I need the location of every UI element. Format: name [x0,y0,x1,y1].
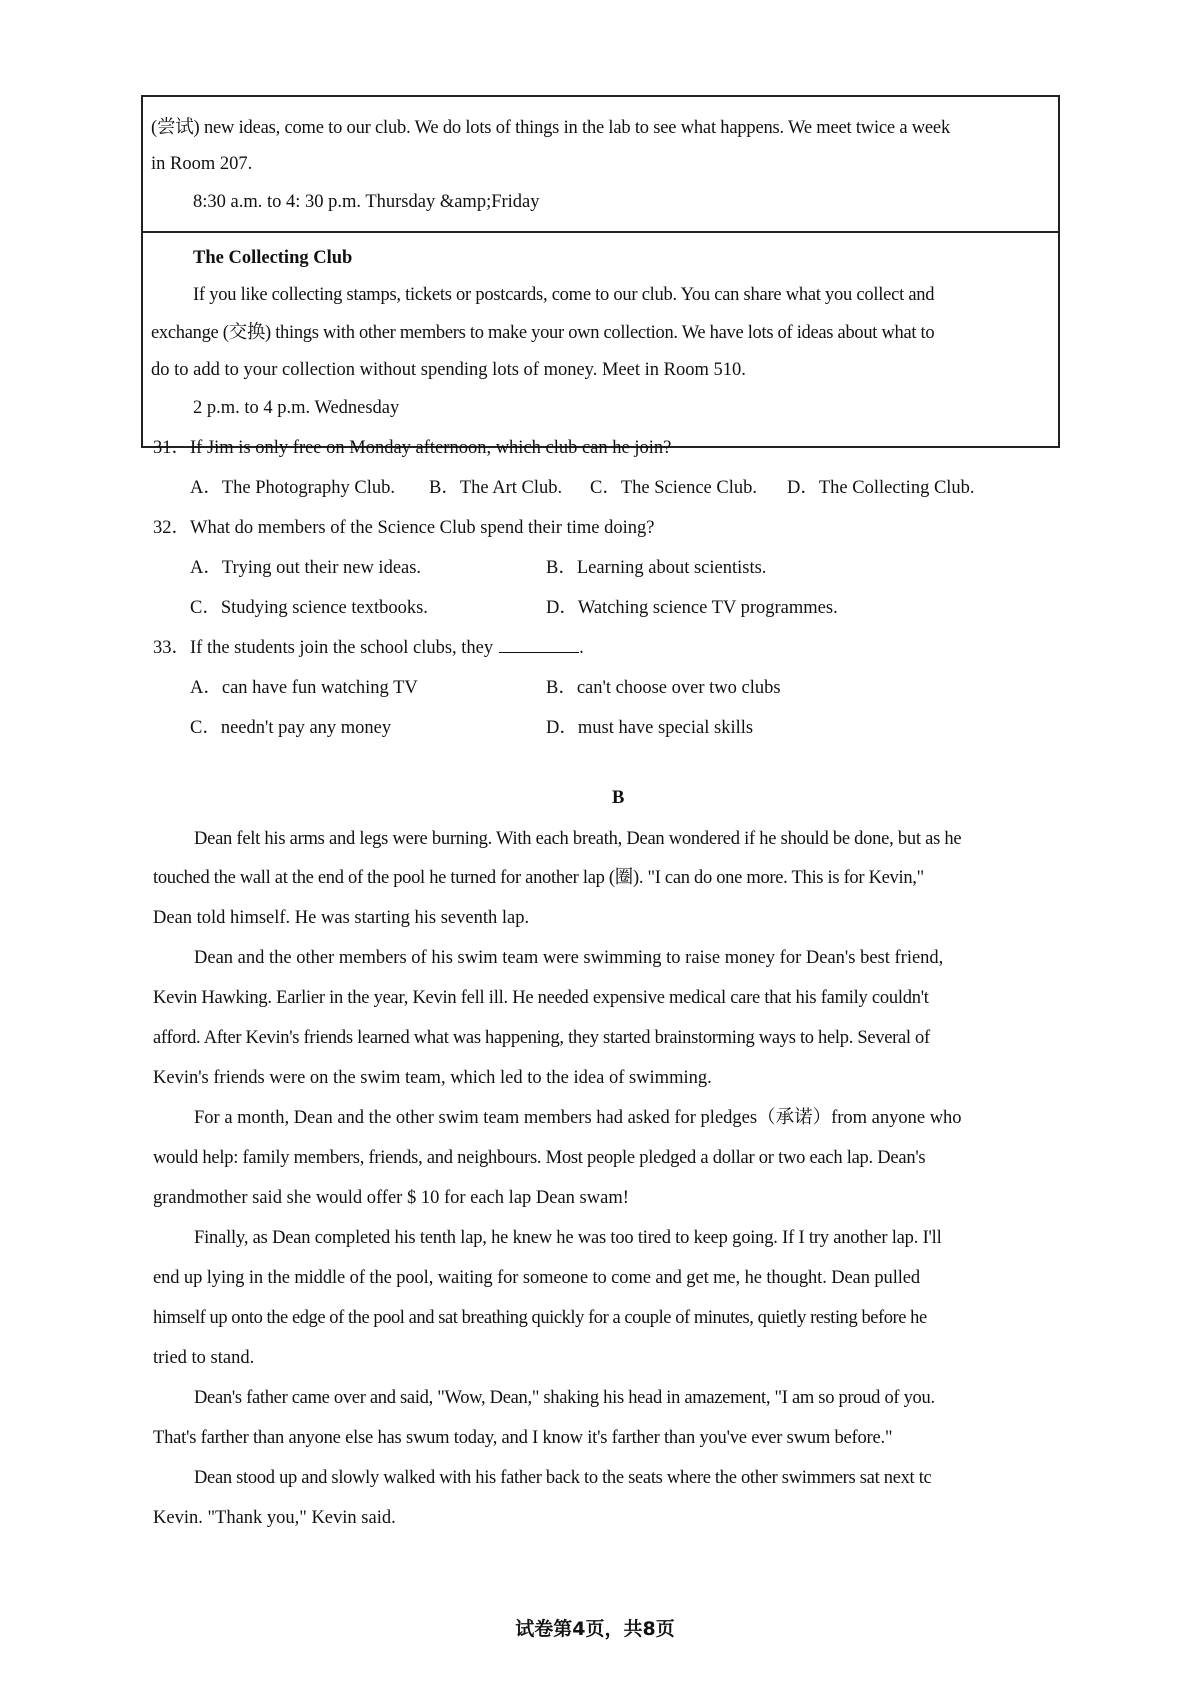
question-31-stem: 31．If Jim is only free on Monday afternoon, which club can he join? [153,438,672,458]
question-32-option-c[interactable]: C．Studying science textbooks. [190,598,428,618]
passage-line: end up lying in the middle of the pool, waiting for someone to come and get me, he thought. Dean pulled [153,1268,921,1288]
science-club-text-line-1: (尝试) new ideas, come to our club. We do lots of things in the lab to see what happens. We meet twice a week [151,118,950,138]
question-31-option-b[interactable]: B．The Art Club. [429,478,563,498]
passage-line: Finally, as Dean completed his tenth lap, he knew he was too tired to keep going. If I try another lap. I'll [194,1228,942,1248]
question-32-option-a[interactable]: A．Trying out their new ideas. [190,558,422,578]
passage-line: Kevin Hawking. Earlier in the year, Kevin fell ill. He needed expensive medical care that his family couldn't [153,988,929,1008]
science-club-text-line-2: in Room 207. [151,154,253,174]
question-32-stem: 32．What do members of the Science Club spend their time doing? [153,518,655,538]
question-31-option-c[interactable]: C．The Science Club. [590,478,757,498]
passage-line: grandmother said she would offer $ 10 for each lap Dean swam! [153,1188,629,1208]
passage-line: Dean's father came over and said, "Wow, Dean," shaking his head in amazement, "I am so proud of you. [194,1388,935,1408]
science-club-time: 8:30 a.m. to 4: 30 p.m. Thursday &amp;Friday [193,192,540,212]
passage-line: That's farther than anyone else has swum today, and I know it's farther than you've ever swum before." [153,1428,893,1448]
page-footer: 试卷第4页，共8页 [515,1618,675,1640]
passage-line: afford. After Kevin's friends learned what was happening, they started brainstorming ways to help. Several of [153,1028,930,1048]
passage-line: Dean stood up and slowly walked with his father back to the seats where the other swimmers sat next tc [194,1468,932,1488]
section-b-heading: B [612,788,625,808]
passage-line: touched the wall at the end of the pool he turned for another lap (圈). "I can do one more. This is for Kevin," [153,868,924,888]
passage-line: Kevin's friends were on the swim team, which led to the idea of swimming. [153,1068,712,1088]
passage-line: would help: family members, friends, and neighbours. Most people pledged a dollar or two each lap. Dean's [153,1148,926,1168]
collecting-club-text-line-1: If you like collecting stamps, tickets or postcards, come to our club. You can share what you collect and [193,285,935,305]
passage-line: Dean and the other members of his swim team were swimming to raise money for Dean's best friend, [194,948,944,968]
passage-line: Kevin. "Thank you," Kevin said. [153,1508,396,1528]
question-31-option-a[interactable]: A．The Photography Club. [190,478,396,498]
question-33-option-b[interactable]: B．can't choose over two clubs [546,678,781,698]
question-31-option-d[interactable]: D．The Collecting Club. [787,478,975,498]
question-33-option-d[interactable]: D．must have special skills [546,718,754,738]
question-33-stem-text: 33．If the students join the school clubs, they [153,638,494,658]
passage-line: For a month, Dean and the other swim team members had asked for pledges（承诺）from anyone who [194,1108,962,1128]
answer-blank[interactable] [499,636,579,653]
question-33-option-c[interactable]: C．needn't pay any money [190,718,392,738]
passage-line: Dean told himself. He was starting his seventh lap. [153,908,530,928]
question-32-option-b[interactable]: B．Learning about scientists. [546,558,767,578]
question-33-stem [153,636,584,660]
question-33-option-a[interactable]: A．can have fun watching TV [190,678,418,698]
collecting-club-title: The Collecting Club [193,248,353,268]
passage-line: Dean felt his arms and legs were burning. With each breath, Dean wondered if he should be done, but as he [194,829,962,849]
collecting-club-text-line-3: do to add to your collection without spending lots of money. Meet in Room 510. [151,360,746,380]
collecting-club-text-line-2: exchange (交换) things with other members to make your own collection. We have lots of ideas about what to [151,323,935,343]
collecting-club-time: 2 p.m. to 4 p.m. Wednesday [193,398,400,418]
passage-line: himself up onto the edge of the pool and sat breathing quickly for a couple of minutes, quietly resting before he [153,1308,927,1328]
question-32-option-d[interactable]: D．Watching science TV programmes. [546,598,838,618]
passage-line: tried to stand. [153,1348,255,1368]
question-33-stem-end: . [579,638,584,658]
